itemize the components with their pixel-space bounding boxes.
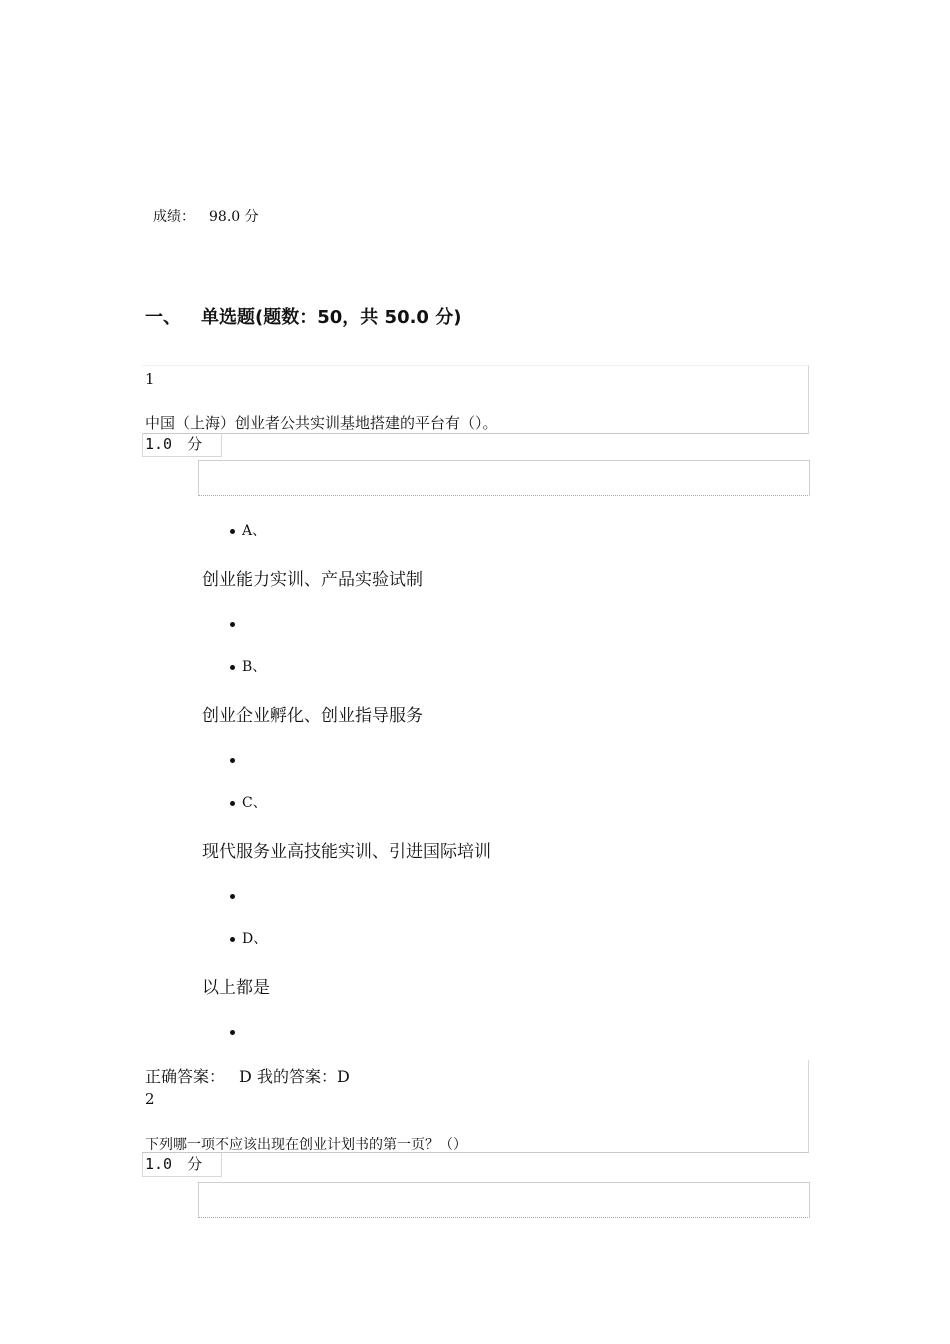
option-letter: A、 — [242, 523, 267, 539]
answer-result — [145, 1064, 350, 1087]
section-heading — [145, 303, 461, 329]
section-title: 单选题(题数：50，共 50.0 分) — [201, 307, 462, 328]
question-points: 1.0 分 — [142, 1153, 222, 1177]
answer-area — [198, 1182, 810, 1218]
question-1-header — [142, 365, 809, 434]
option-a[interactable] — [230, 520, 266, 540]
bullet-icon — [230, 622, 235, 627]
section-number: 一、 — [145, 307, 181, 328]
question-text: 下列哪一项不应该出现在创业计划书的第一页？（） — [145, 1137, 467, 1153]
bullet-icon — [230, 529, 235, 534]
option-letter: D、 — [242, 931, 268, 947]
option-c[interactable] — [230, 792, 267, 812]
my-answer-value: D — [336, 1067, 350, 1086]
bullet-icon — [230, 801, 235, 806]
answer-area — [198, 460, 810, 496]
option-c-text: 现代服务业高技能实训、引进国际培训 — [202, 842, 491, 862]
option-a-text: 创业能力实训、产品实验试制 — [202, 570, 423, 590]
option-letter: C、 — [242, 795, 267, 811]
question-text: 中国（上海）创业者公共实训基地搭建的平台有（）。 — [145, 414, 498, 432]
question-number: 2 — [145, 1090, 155, 1108]
score-label: 成绩： — [153, 209, 195, 225]
bullet-icon — [230, 665, 235, 670]
my-answer-label: 我的答案： — [256, 1067, 337, 1086]
option-b-text: 创业企业孵化、创业指导服务 — [202, 706, 423, 726]
correct-answer-label: 正确答案： — [145, 1067, 226, 1086]
question-number: 1 — [145, 370, 155, 388]
correct-answer-value: D — [239, 1067, 252, 1086]
bullet-icon — [230, 1030, 235, 1035]
option-letter: B、 — [242, 659, 267, 675]
option-d[interactable] — [230, 928, 267, 948]
bullet-icon — [230, 937, 235, 942]
question-points: 1.0 分 — [142, 433, 222, 457]
option-d-text: 以上都是 — [202, 978, 270, 998]
bullet-icon — [230, 894, 235, 899]
score-line — [153, 206, 259, 226]
bullet-icon — [230, 758, 235, 763]
score-value: 98.0 分 — [209, 209, 259, 225]
option-b[interactable] — [230, 656, 266, 676]
